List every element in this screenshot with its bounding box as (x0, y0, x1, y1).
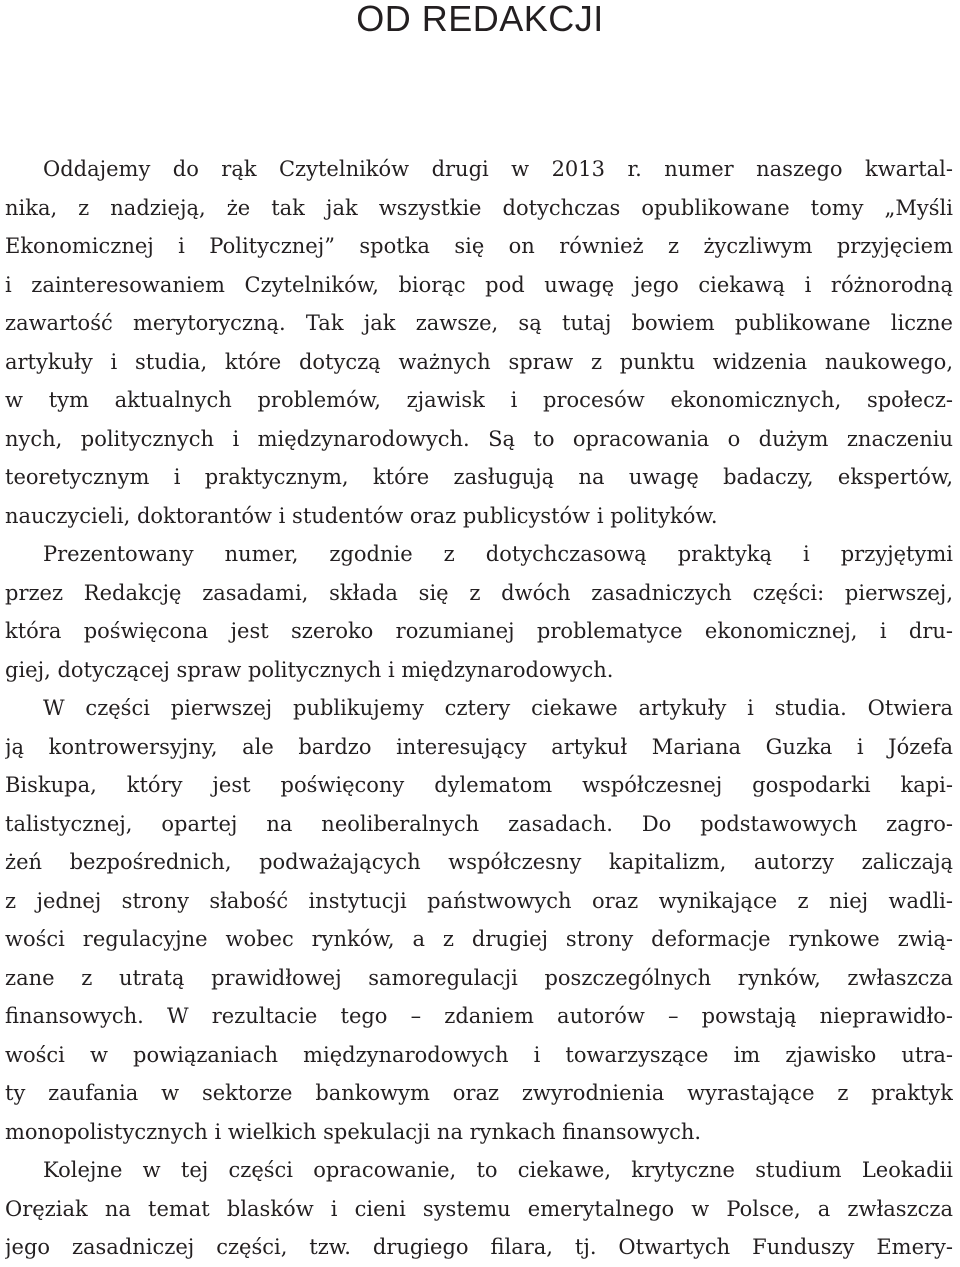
text-line: teoretycznym i praktycznym, które zasługują na uwagę badaczy, ekspertów, (5, 465, 953, 489)
article-body (5, 150, 953, 1267)
text-line: która poświęcona jest szeroko rozumianej problematyce ekonomicznej, i dru- (5, 619, 953, 643)
text-line: artykuły i studia, które dotyczą ważnych spraw z punktu widzenia naukowego, (5, 349, 953, 374)
text-line: w tym aktualnych problemów, zjawisk i procesów ekonomicznych, społecz- (5, 388, 953, 412)
text-line: Kolejne w tej części opracowanie, to ciekawe, krytyczne studium Leokadii (43, 1158, 953, 1182)
text-line: Ekonomicznej i Politycznej” spotka się on również z życzliwym przyjęciem (5, 234, 953, 258)
text-line: wości regulacyjne wobec rynków, a z drugiej strony deformacje rynkowe zwią- (5, 927, 953, 951)
text-line: wości w powiązaniach międzynarodowych i towarzyszące im zjawisko utra- (5, 1042, 953, 1067)
paragraph (5, 535, 953, 689)
text-line: i zainteresowaniem Czytelników, biorąc pod uwagę jego ciekawą i różnorodną (5, 272, 953, 297)
paragraph (5, 150, 953, 535)
paragraph (5, 689, 953, 1151)
text-line: W części pierwszej publikujemy cztery ciekawe artykuły i studia. Otwiera (43, 696, 953, 720)
text-line: ją kontrowersyjny, ale bardzo interesujący artykuł Mariana Guzka i Józefa (5, 734, 953, 759)
text-line: Oddajemy do rąk Czytelników drugi w 2013 r. numer naszego kwartal- (43, 157, 953, 181)
text-line: nika, z nadzieją, że tak jak wszystkie dotychczas opublikowane tomy „Myśli (5, 195, 953, 220)
text-line: nauczycieli, doktorantów i studentów oraz publicystów i polityków. (5, 503, 718, 528)
text-line: z jednej strony słabość instytucji państwowych oraz wynikające z niej wadli- (5, 888, 953, 913)
text-line: talistycznej, opartej na neoliberalnych zasadach. Do podstawowych zagro- (5, 811, 953, 836)
text-line: żeń bezpośrednich, podważających współczesny kapitalizm, autorzy zaliczają (5, 850, 953, 874)
text-line: zawartość merytoryczną. Tak jak zawsze, są tutaj bowiem publikowane liczne (5, 311, 953, 335)
paragraph (5, 1151, 953, 1267)
text-line: zane z utratą prawidłowej samoregulacji poszczególnych rynków, zwłaszcza (5, 965, 953, 990)
text-line: Oręziak na temat blasków i cieni systemu emerytalnego w Polsce, a zwłaszcza (5, 1196, 953, 1221)
text-line: monopolistycznych i wielkich spekulacji na rynkach finansowych. (5, 1119, 702, 1144)
text-line: ty zaufania w sektorze bankowym oraz zwyrodnienia wyrastające z praktyk (5, 1081, 953, 1105)
text-line: finansowych. W rezultacie tego – zdaniem autorów – powstają nieprawidło- (5, 1004, 953, 1028)
text-line: przez Redakcję zasadami, składa się z dwóch zasadniczych części: pierwszej, (5, 580, 953, 605)
text-line: Prezentowany numer, zgodnie z dotychczasową praktyką i przyjętymi (43, 542, 953, 566)
text-line: Biskupa, który jest poświęcony dylematom współczesnej gospodarki kapi- (5, 773, 953, 797)
text-line: giej, dotyczącej spraw politycznych i międzynarodowych. (5, 657, 614, 682)
text-line: jego zasadniczej części, tzw. drugiego filara, tj. Otwartych Funduszy Emery- (5, 1235, 953, 1259)
page-title: OD REDAKCJI (356, 0, 604, 39)
text-line: nych, politycznych i międzynarodowych. Są to opracowania o dużym znaczeniu (5, 426, 953, 451)
